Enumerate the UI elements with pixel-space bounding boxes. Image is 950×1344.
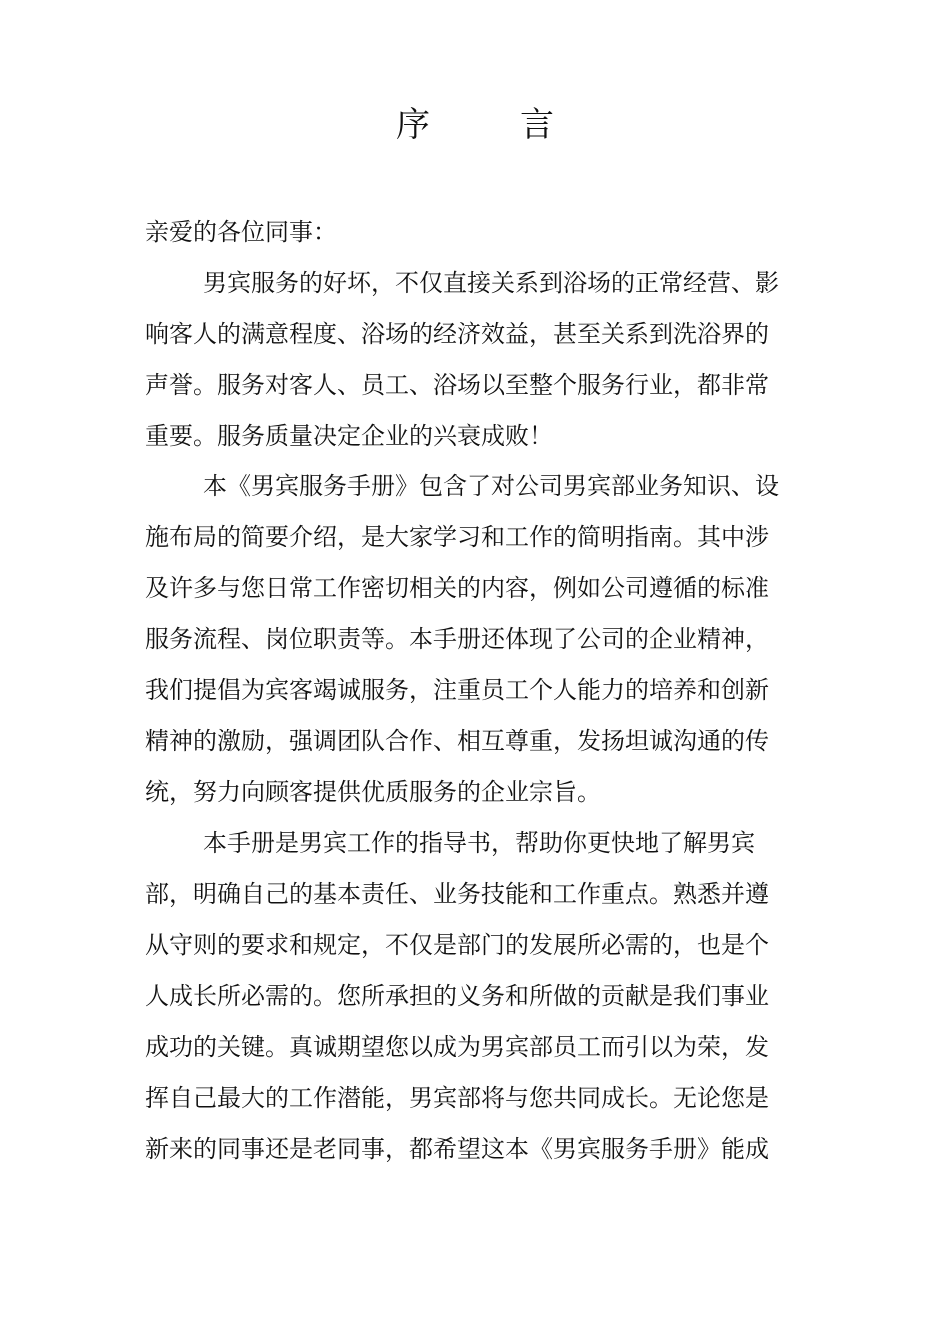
paragraph-line: 本《男宾服务手册》包含了对公司男宾部业务知识、设	[203, 472, 779, 500]
paragraph-line: 施布局的简要介绍，是大家学习和工作的简明指南。其中涉	[145, 523, 769, 551]
paragraph-line: 挥自己最大的工作潜能，男宾部将与您共同成长。无论您是	[145, 1084, 769, 1112]
greeting-line: 亲爱的各位同事：	[145, 218, 337, 246]
paragraph-line: 人成长所必需的。您所承担的义务和所做的贡献是我们事业	[145, 982, 769, 1010]
paragraph-3	[145, 818, 810, 1175]
paragraph-line: 男宾服务的好坏，不仅直接关系到浴场的正常经营、影	[203, 269, 779, 297]
title-char-2: 言	[520, 105, 554, 145]
paragraph-line: 重要。服务质量决定企业的兴衰成败！	[145, 422, 553, 450]
paragraph-line: 及许多与您日常工作密切相关的内容，例如公司遵循的标准	[145, 574, 769, 602]
paragraph-line: 部，明确自己的基本责任、业务技能和工作重点。熟悉并遵	[145, 880, 769, 908]
paragraph-line: 服务流程、岗位职责等。本手册还体现了公司的企业精神，	[145, 625, 769, 653]
greeting	[145, 207, 810, 258]
paragraph-line: 从守则的要求和规定，不仅是部门的发展所必需的，也是个	[145, 931, 769, 959]
paragraph-line: 精神的激励，强调团队合作、相互尊重，发扬坦诚沟通的传	[145, 727, 769, 755]
paragraph-line: 我们提倡为宾客竭诚服务，注重员工个人能力的培养和创新	[145, 676, 769, 704]
paragraph-line: 新来的同事还是老同事，都希望这本《男宾服务手册》能成	[145, 1135, 769, 1163]
paragraph-line: 本手册是男宾工作的指导书，帮助你更快地了解男宾	[203, 829, 755, 857]
paragraph-line: 统，努力向顾客提供优质服务的企业宗旨。	[145, 778, 601, 806]
page-title	[0, 100, 950, 150]
paragraph-line: 成功的关键。真诚期望您以成为男宾部员工而引以为荣，发	[145, 1033, 769, 1061]
paragraph-line: 响客人的满意程度、浴场的经济效益，甚至关系到洗浴界的	[145, 320, 769, 348]
paragraph-line: 声誉。服务对客人、员工、浴场以至整个服务行业，都非常	[145, 371, 769, 399]
paragraph-1	[145, 258, 810, 462]
paragraph-2	[145, 461, 810, 818]
title-char-1: 序	[396, 105, 430, 145]
